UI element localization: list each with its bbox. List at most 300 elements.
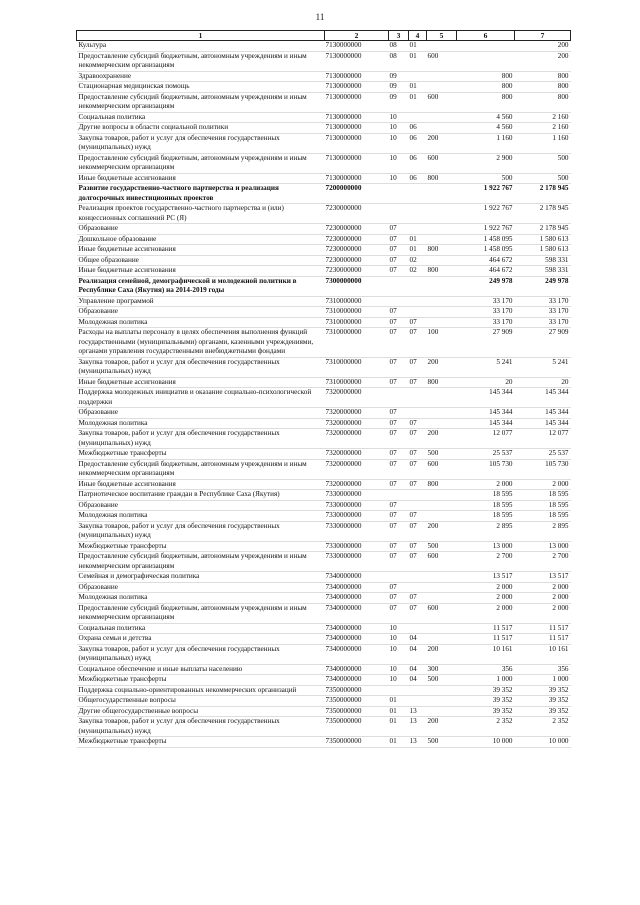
row-section-cell: 01 xyxy=(389,717,397,725)
row-code-cell: 7320000000 xyxy=(325,408,362,416)
row-subsection-cell: 07 xyxy=(409,357,417,366)
row-expense-type-cell xyxy=(427,112,457,123)
table-row xyxy=(77,521,571,541)
table-row xyxy=(77,511,571,522)
row-value-col7-cell: 11 517 xyxy=(549,623,569,632)
row-name-cell: Межбюджетные трансферты xyxy=(78,737,167,745)
row-expense-type-cell xyxy=(427,634,457,645)
row-expense-type-cell: 800 xyxy=(427,266,439,274)
row-expense-type-cell: 800 xyxy=(427,377,439,386)
row-expense-type-cell xyxy=(427,184,457,204)
row-subsection-cell: 07 xyxy=(409,429,417,437)
table-row xyxy=(77,552,571,572)
row-section-cell: 07 xyxy=(389,593,397,601)
row-value-col6-cell: 145 344 xyxy=(489,408,513,416)
row-subsection-cell: 01 xyxy=(409,51,417,60)
row-value-col6-cell: 12 077 xyxy=(492,429,513,437)
row-value-col6-cell: 1 922 767 xyxy=(483,224,513,232)
row-section-cell: 07 xyxy=(389,479,397,488)
table-row xyxy=(77,582,571,593)
row-expense-type-cell xyxy=(427,696,457,707)
row-value-col7-cell: 13 000 xyxy=(548,541,569,550)
row-section-cell: 07 xyxy=(389,317,397,326)
row-section-cell: 09 xyxy=(389,82,397,90)
row-name-cell: Образование xyxy=(78,582,118,591)
row-code-cell: 7200000000 xyxy=(325,184,362,192)
row-subsection-cell: 07 xyxy=(409,328,417,336)
table-row xyxy=(77,685,571,696)
row-value-col6-cell: 2 700 xyxy=(496,552,513,560)
row-section-cell: 07 xyxy=(389,408,397,416)
row-value-col6-cell: 2 352 xyxy=(496,717,513,725)
row-code-cell: 7320000000 xyxy=(325,449,362,457)
row-name-cell: Развитие государственно-частного партнерства и реализация долгосрочных инвестиционных проектов xyxy=(78,184,279,202)
row-value-col7-cell: 20 xyxy=(561,377,569,386)
row-code-cell: 7320000000 xyxy=(325,479,362,488)
row-section-cell: 10 xyxy=(389,112,397,121)
row-value-col7-cell: 1 580 613 xyxy=(539,245,569,253)
row-subsection-cell: 07 xyxy=(409,552,417,560)
row-value-col7-cell: 11 517 xyxy=(549,634,569,642)
row-value-col6-cell: 4 560 xyxy=(496,112,513,121)
row-name-cell: Другие вопросы в области социальной политики xyxy=(78,123,229,131)
table-row xyxy=(77,112,571,123)
row-value-col7-cell: 145 344 xyxy=(545,388,569,396)
row-code-cell: 7310000000 xyxy=(325,377,362,386)
row-section-cell: 10 xyxy=(389,133,397,142)
row-subsection-cell: 01 xyxy=(409,245,417,253)
row-name-cell: Иные бюджетные ассигнования xyxy=(78,173,176,182)
row-expense-type-cell: 800 xyxy=(427,479,439,488)
row-subsection-cell: 13 xyxy=(409,737,417,745)
row-section-cell: 07 xyxy=(389,521,397,530)
row-subsection-cell xyxy=(409,572,427,583)
row-code-cell: 7330000000 xyxy=(325,552,362,560)
row-value-col7-cell: 25 537 xyxy=(548,449,569,457)
table-row xyxy=(77,634,571,645)
row-subsection-cell: 13 xyxy=(409,717,417,725)
table-row xyxy=(77,51,571,71)
row-value-col7-cell: 2 000 xyxy=(552,582,569,591)
row-section-cell xyxy=(389,685,409,696)
row-subsection-cell: 04 xyxy=(409,675,417,683)
row-value-col6-cell: 1 458 095 xyxy=(483,234,513,243)
row-section-cell xyxy=(389,204,409,224)
row-code-cell: 7310000000 xyxy=(325,357,362,366)
row-code-cell: 7130000000 xyxy=(325,153,362,162)
row-subsection-cell: 06 xyxy=(409,173,417,182)
row-value-col7-cell: 2 000 xyxy=(552,603,569,612)
row-section-cell: 07 xyxy=(389,255,397,264)
row-value-col6-cell: 18 595 xyxy=(492,511,513,519)
table-row xyxy=(77,82,571,93)
row-expense-type-cell xyxy=(427,418,457,429)
row-value-col6-cell: 33 170 xyxy=(492,317,513,326)
row-value-col6-cell: 464 672 xyxy=(489,255,513,264)
row-section-cell: 10 xyxy=(389,664,397,673)
row-expense-type-cell xyxy=(427,511,457,522)
row-value-col7-cell: 10 000 xyxy=(548,737,569,745)
row-subsection-cell xyxy=(409,685,427,696)
table-row xyxy=(77,71,571,82)
row-name-cell: Образование xyxy=(78,307,118,315)
row-expense-type-cell: 200 xyxy=(427,429,439,437)
table-row xyxy=(77,418,571,429)
row-code-cell: 7340000000 xyxy=(325,603,362,612)
row-value-col7-cell: 598 331 xyxy=(545,255,569,264)
row-value-col6-cell: 1 000 xyxy=(496,675,513,683)
row-expense-type-cell xyxy=(427,71,457,82)
row-name-cell: Закупка товаров, работ и услуг для обеспечения государственных (муниципальных) нужд xyxy=(78,357,280,375)
row-subsection-cell: 02 xyxy=(409,266,417,274)
table-row xyxy=(77,500,571,511)
row-name-cell: Семейная и демографическая политика xyxy=(78,572,200,580)
row-expense-type-cell xyxy=(427,317,457,328)
row-value-col6-cell: 33 170 xyxy=(492,307,513,315)
row-expense-type-cell xyxy=(427,82,457,93)
row-value-col6-cell: 2 000 xyxy=(496,593,513,601)
row-value-col7-cell: 200 xyxy=(557,51,569,60)
row-value-col6-cell: 39 352 xyxy=(492,706,513,715)
row-code-cell: 7130000000 xyxy=(325,92,362,101)
row-code-cell: 7340000000 xyxy=(325,582,362,591)
row-section-cell: 07 xyxy=(389,307,397,315)
row-name-cell: Предоставление субсидий бюджетным, автономным учреждениям и иным некоммерческим организациям xyxy=(78,51,307,69)
row-expense-type-cell xyxy=(427,706,457,717)
row-value-col6-cell: 5 241 xyxy=(496,357,513,366)
row-name-cell: Иные бюджетные ассигнования xyxy=(78,266,176,274)
row-code-cell: 7310000000 xyxy=(325,296,362,305)
row-section-cell xyxy=(389,572,409,583)
table-row xyxy=(77,266,571,277)
row-value-col6-cell: 1 160 xyxy=(496,133,513,142)
row-code-cell: 7340000000 xyxy=(325,664,362,673)
row-subsection-cell: 07 xyxy=(409,603,417,612)
table-row xyxy=(77,133,571,153)
row-value-col6-cell: 356 xyxy=(501,664,513,673)
row-value-col6-cell: 145 344 xyxy=(489,388,513,396)
row-code-cell: 7350000000 xyxy=(325,685,362,694)
row-code-cell: 7230000000 xyxy=(325,255,362,264)
row-subsection-cell: 07 xyxy=(409,377,417,386)
row-expense-type-cell: 600 xyxy=(427,153,439,162)
row-code-cell: 7310000000 xyxy=(325,317,362,326)
row-subsection-cell: 01 xyxy=(409,234,417,243)
row-value-col6-cell: 105 730 xyxy=(489,459,513,468)
row-section-cell xyxy=(389,296,409,307)
row-name-cell: Предоставление субсидий бюджетным, автономным учреждениям и иным некоммерческим организациям xyxy=(78,153,307,171)
row-expense-type-cell: 200 xyxy=(427,357,439,366)
table-row xyxy=(77,224,571,235)
row-subsection-cell: 04 xyxy=(409,644,417,653)
row-name-cell: Общегосударственные вопросы xyxy=(78,696,176,704)
row-code-cell: 7130000000 xyxy=(325,173,362,182)
row-expense-type-cell: 500 xyxy=(427,449,439,457)
row-code-cell: 7330000000 xyxy=(325,511,362,519)
row-section-cell: 10 xyxy=(389,123,397,131)
row-name-cell: Охрана семьи и детства xyxy=(78,634,152,642)
row-expense-type-cell xyxy=(427,307,457,318)
row-expense-type-cell: 600 xyxy=(427,603,439,612)
row-value-col7-cell: 2 352 xyxy=(552,717,569,725)
row-subsection-cell xyxy=(409,408,427,419)
row-value-col6-cell: 800 xyxy=(501,82,513,90)
row-value-col7-cell: 10 161 xyxy=(548,644,569,653)
row-name-cell: Культура xyxy=(78,41,107,49)
row-expense-type-cell: 300 xyxy=(427,664,439,673)
row-value-col6-cell xyxy=(457,41,515,52)
row-subsection-cell xyxy=(409,296,427,307)
row-subsection-cell xyxy=(409,224,427,235)
row-code-cell: 7300000000 xyxy=(325,276,362,285)
header-col-6: 6 xyxy=(457,31,515,41)
row-value-col7-cell: 1 580 613 xyxy=(539,234,569,243)
row-name-cell: Предоставление субсидий бюджетным, автономным учреждениям и иным некоммерческим организациям xyxy=(78,603,307,621)
row-code-cell: 7310000000 xyxy=(325,328,362,336)
row-section-cell: 07 xyxy=(389,459,397,468)
row-value-col7-cell: 145 344 xyxy=(545,408,569,416)
row-value-col7-cell: 12 077 xyxy=(548,429,569,437)
row-value-col7-cell: 18 595 xyxy=(548,500,569,509)
row-section-cell: 09 xyxy=(389,92,397,101)
row-value-col6-cell: 2 000 xyxy=(496,479,513,488)
row-section-cell: 07 xyxy=(389,418,397,427)
row-name-cell: Молодежная политика xyxy=(78,418,148,427)
table-row xyxy=(77,449,571,460)
table-row xyxy=(77,204,571,224)
row-expense-type-cell: 500 xyxy=(427,541,439,550)
row-section-cell: 07 xyxy=(389,552,397,560)
row-value-col6-cell: 10 161 xyxy=(492,644,513,653)
row-name-cell: Социальная политика xyxy=(78,112,146,121)
table-header-row xyxy=(77,31,571,41)
table-row xyxy=(77,479,571,490)
row-expense-type-cell xyxy=(427,593,457,604)
row-value-col7-cell: 598 331 xyxy=(545,266,569,274)
row-section-cell: 10 xyxy=(389,623,397,632)
row-section-cell: 07 xyxy=(389,429,397,437)
row-section-cell: 07 xyxy=(389,224,397,232)
header-col-5: 5 xyxy=(427,31,457,41)
row-expense-type-cell: 600 xyxy=(427,459,439,468)
row-name-cell: Социальное обеспечение и иные выплаты населению xyxy=(78,664,243,673)
row-code-cell: 7320000000 xyxy=(325,388,362,396)
row-value-col6-cell: 11 517 xyxy=(493,634,513,642)
row-code-cell: 7330000000 xyxy=(325,490,362,498)
row-value-col7-cell: 200 xyxy=(557,41,569,49)
table-row xyxy=(77,245,571,256)
row-subsection-cell: 06 xyxy=(409,153,417,162)
row-section-cell: 07 xyxy=(389,266,397,274)
table-row xyxy=(77,296,571,307)
row-value-col7-cell: 105 730 xyxy=(545,459,569,468)
table-row xyxy=(77,737,571,748)
row-subsection-cell: 01 xyxy=(409,41,417,49)
row-expense-type-cell: 200 xyxy=(427,133,439,142)
row-section-cell: 07 xyxy=(389,357,397,366)
row-name-cell: Иные бюджетные ассигнования xyxy=(78,245,176,253)
row-name-cell: Образование xyxy=(78,500,118,509)
row-name-cell: Реализация семейной, демографической и молодежной политики в Республике Саха (Якутия) на 2014-2019 годы xyxy=(78,276,297,294)
table-row xyxy=(77,593,571,604)
row-subsection-cell: 13 xyxy=(409,706,417,715)
table-body xyxy=(77,41,571,748)
row-subsection-cell xyxy=(409,112,427,123)
row-name-cell: Дошкольное образование xyxy=(78,234,157,243)
row-section-cell xyxy=(389,276,409,296)
row-subsection-cell: 07 xyxy=(409,418,417,427)
row-name-cell: Образование xyxy=(78,408,118,416)
row-value-col7-cell: 5 241 xyxy=(552,357,569,366)
row-section-cell: 01 xyxy=(389,737,397,745)
row-value-col7-cell: 145 344 xyxy=(545,418,569,427)
row-subsection-cell xyxy=(409,184,427,204)
row-value-col6-cell: 4 560 xyxy=(496,123,513,131)
row-subsection-cell: 07 xyxy=(409,593,417,601)
row-value-col7-cell: 500 xyxy=(557,153,569,162)
row-subsection-cell xyxy=(409,696,427,707)
row-subsection-cell: 07 xyxy=(409,449,417,457)
row-name-cell: Предоставление субсидий бюджетным, автономным учреждениям и иным некоммерческим организациям xyxy=(78,92,307,110)
row-expense-type-cell xyxy=(427,296,457,307)
row-name-cell: Социальная политика xyxy=(78,623,146,632)
row-expense-type-cell xyxy=(427,234,457,245)
row-code-cell: 7350000000 xyxy=(325,737,362,745)
table-row xyxy=(77,603,571,623)
row-name-cell: Управление программой xyxy=(78,296,154,305)
table-row xyxy=(77,675,571,686)
header-col-4: 4 xyxy=(409,31,427,41)
row-value-col6-cell: 2 000 xyxy=(496,582,513,591)
row-subsection-cell xyxy=(409,388,427,408)
row-subsection-cell: 02 xyxy=(409,255,417,264)
row-subsection-cell: 07 xyxy=(409,541,417,550)
row-section-cell: 10 xyxy=(389,644,397,653)
row-section-cell: 09 xyxy=(389,71,397,80)
row-code-cell: 7130000000 xyxy=(325,82,362,90)
table-row xyxy=(77,317,571,328)
row-value-col6-cell: 500 xyxy=(501,173,513,182)
row-expense-type-cell: 500 xyxy=(427,737,439,745)
row-code-cell: 7340000000 xyxy=(325,572,362,580)
row-code-cell: 7130000000 xyxy=(325,41,362,49)
row-name-cell: Иные бюджетные ассигнования xyxy=(78,479,176,488)
row-expense-type-cell xyxy=(427,500,457,511)
row-value-col7-cell: 2 160 xyxy=(552,123,569,131)
row-code-cell: 7350000000 xyxy=(325,706,362,715)
table-row xyxy=(77,357,571,377)
row-expense-type-cell: 600 xyxy=(427,51,439,60)
row-name-cell: Закупка товаров, работ и услуг для обеспечения государственных (муниципальных) нужд xyxy=(78,521,280,539)
row-subsection-cell: 07 xyxy=(409,459,417,468)
row-code-cell: 7330000000 xyxy=(325,521,362,530)
header-col-3: 3 xyxy=(389,31,409,41)
row-code-cell: 7330000000 xyxy=(325,541,362,550)
table-row xyxy=(77,153,571,173)
row-value-col7-cell: 27 909 xyxy=(548,328,569,336)
row-subsection-cell xyxy=(409,307,427,318)
table-row xyxy=(77,429,571,449)
row-code-cell: 7230000000 xyxy=(325,204,362,212)
row-section-cell: 08 xyxy=(389,41,397,49)
row-value-col7-cell: 39 352 xyxy=(548,685,569,694)
row-value-col6-cell: 39 352 xyxy=(492,696,513,704)
table-row xyxy=(77,459,571,479)
row-value-col6-cell: 249 978 xyxy=(489,276,513,285)
row-expense-type-cell: 200 xyxy=(427,717,439,725)
row-expense-type-cell xyxy=(427,685,457,696)
table-row xyxy=(77,184,571,204)
row-section-cell: 10 xyxy=(389,153,397,162)
row-value-col7-cell: 2 160 xyxy=(552,112,569,121)
row-value-col7-cell: 33 170 xyxy=(548,307,569,315)
row-code-cell: 7130000000 xyxy=(325,51,362,60)
row-expense-type-cell xyxy=(427,623,457,634)
row-subsection-cell: 04 xyxy=(409,664,417,673)
table-row xyxy=(77,276,571,296)
row-expense-type-cell xyxy=(427,123,457,134)
row-code-cell: 7320000000 xyxy=(325,429,362,437)
row-expense-type-cell xyxy=(427,41,457,52)
row-code-cell: 7230000000 xyxy=(325,234,362,243)
row-section-cell: 07 xyxy=(389,245,397,253)
row-code-cell: 7230000000 xyxy=(325,245,362,253)
row-value-col7-cell: 18 595 xyxy=(548,511,569,519)
row-subsection-cell: 06 xyxy=(409,123,417,131)
row-value-col6-cell: 1 922 767 xyxy=(483,184,513,192)
row-expense-type-cell xyxy=(427,204,457,224)
row-value-col6-cell: 13 000 xyxy=(492,541,513,550)
row-expense-type-cell: 100 xyxy=(427,328,439,336)
row-expense-type-cell: 200 xyxy=(427,644,439,653)
row-subsection-cell: 07 xyxy=(409,511,417,519)
row-name-cell: Стационарная медицинская помощь xyxy=(78,82,190,90)
row-expense-type-cell: 600 xyxy=(427,552,439,560)
table-row xyxy=(77,377,571,388)
row-expense-type-cell: 800 xyxy=(427,245,439,253)
row-subsection-cell xyxy=(409,490,427,501)
row-section-cell: 10 xyxy=(389,634,397,642)
row-expense-type-cell xyxy=(427,582,457,593)
row-value-col6-cell: 39 352 xyxy=(492,685,513,694)
row-value-col6-cell: 800 xyxy=(501,92,513,101)
row-value-col6-cell: 800 xyxy=(501,71,513,80)
table-row xyxy=(77,123,571,134)
row-expense-type-cell: 500 xyxy=(427,675,439,683)
row-expense-type-cell xyxy=(427,572,457,583)
row-subsection-cell xyxy=(409,71,427,82)
row-section-cell xyxy=(389,490,409,501)
row-expense-type-cell xyxy=(427,224,457,235)
row-subsection-cell: 06 xyxy=(409,133,417,142)
row-subsection-cell: 01 xyxy=(409,92,417,101)
row-expense-type-cell xyxy=(427,490,457,501)
header-col-2: 2 xyxy=(325,31,389,41)
row-subsection-cell xyxy=(409,276,427,296)
row-value-col7-cell: 1 000 xyxy=(552,675,569,683)
row-value-col6-cell: 2 900 xyxy=(496,153,513,162)
row-value-col6-cell: 2 000 xyxy=(496,603,513,612)
table-row xyxy=(77,644,571,664)
table-row xyxy=(77,490,571,501)
row-value-col6-cell: 464 672 xyxy=(489,266,513,274)
row-name-cell: Закупка товаров, работ и услуг для обеспечения государственных (муниципальных) нужд xyxy=(78,133,280,151)
row-name-cell: Другие общегосударственные вопросы xyxy=(78,706,199,715)
row-value-col7-cell: 33 170 xyxy=(548,296,569,305)
row-name-cell: Предоставление субсидий бюджетным, автономным учреждениям и иным некоммерческим организациям xyxy=(78,459,307,477)
row-value-col7-cell: 800 xyxy=(557,92,569,101)
row-expense-type-cell xyxy=(427,255,457,266)
